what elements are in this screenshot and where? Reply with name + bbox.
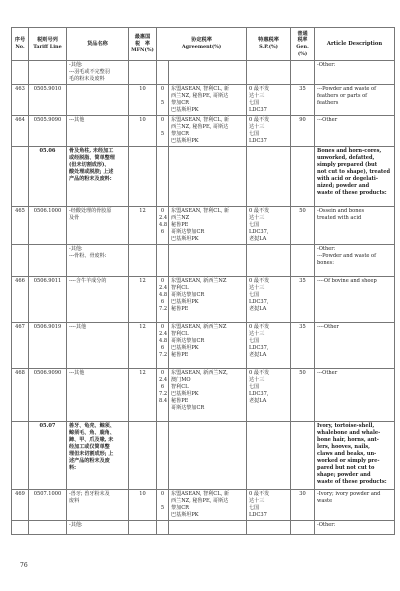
special-preference-rate-line: 达十三 — [249, 285, 265, 291]
article-description-line: -Other: — [317, 246, 336, 252]
special-preference-rate-line: 0 最不发 — [249, 86, 270, 92]
agreement-partners-line: 巴基斯坦PK — [171, 345, 199, 351]
tariff-line: 05.07 — [29, 422, 67, 490]
tariff-line: 0506.1000 — [29, 207, 67, 245]
agreement-partners-line: 西兰NZ, 秘鲁PE, 哥斯达 — [171, 498, 229, 504]
goods-name-line: 骨及角柱, 未经加工 — [69, 148, 114, 154]
agreement-rates-line: 7.2 — [159, 391, 168, 397]
article-description-line: -Ivory; ivory powder and — [317, 491, 381, 497]
special-preference-rate — [247, 521, 291, 535]
article-description-line: -Other: — [317, 522, 336, 528]
general-rate — [291, 422, 315, 490]
agreement-rates — [157, 422, 169, 490]
mfn-rate — [129, 422, 157, 490]
goods-name-line: -经酸处理的骨胶原 — [69, 208, 112, 214]
table-row — [12, 422, 395, 490]
table-row — [12, 85, 395, 116]
agreement-partners-line: 秘鲁PE — [171, 352, 189, 358]
agreement-rates-line: 4.8 — [159, 292, 168, 298]
special-preference-rate-line: 0 最不发 — [249, 278, 270, 284]
special-preference-rate-line: LDC37, — [249, 299, 269, 305]
article-description-line: ---Other — [317, 117, 338, 123]
row-number: 466 — [12, 277, 29, 323]
special-preference-rate-line: 0 最不发 — [249, 324, 270, 330]
article-description-line: ---Other — [317, 370, 338, 376]
goods-name — [67, 147, 129, 207]
agreement-partners-line: 东盟ASEAN, 智利CL, 新 — [171, 208, 229, 214]
goods-name-line: -其他: — [69, 522, 83, 528]
mfn-rate — [129, 147, 157, 207]
row-number — [12, 61, 29, 85]
table-row — [12, 323, 395, 369]
agreement-rates-line: 7.2 — [159, 352, 168, 358]
agreement-partners — [169, 61, 247, 85]
agreement-partners — [169, 116, 247, 147]
agreement-rates-line: 0 — [160, 370, 165, 376]
special-preference-rate-line: 达十三 — [249, 215, 265, 221]
special-preference-rate-line: LDC37, — [249, 229, 269, 235]
special-preference-rate — [247, 85, 291, 116]
row-number — [12, 245, 29, 277]
mfn-rate: 10 — [129, 490, 157, 521]
tariff-line: 05.06 — [29, 147, 67, 207]
special-preference-rate-line: LDC37 — [249, 138, 267, 144]
article-description — [315, 116, 395, 147]
agreement-rates-line: 2.4 — [159, 331, 168, 337]
agreement-rates — [157, 490, 169, 521]
agreement-rates-line: 4.8 — [159, 222, 168, 228]
agreement-rates — [157, 85, 169, 116]
agreement-partners-line: 哥斯达黎加CR — [171, 338, 205, 344]
goods-name — [67, 323, 129, 369]
goods-name-line: 废料 — [69, 498, 80, 504]
special-preference-rate-line: 0 最不发 — [249, 117, 270, 123]
mfn-rate: 12 — [129, 369, 157, 422]
agreement-partners-line: 东盟ASEAN, 新西兰NZ — [171, 324, 227, 330]
mfn-rate: 10 — [129, 116, 157, 147]
table-row — [12, 207, 395, 245]
agreement-rates-line: 4.8 — [159, 338, 168, 344]
special-preference-rate — [247, 245, 291, 277]
header-special-preference: 特惠税率 S.P.(%) — [247, 28, 291, 61]
agreement-partners-line: 东盟ASEAN, 智利CL, 新 — [171, 117, 229, 123]
article-description — [315, 61, 395, 85]
general-rate: 50 — [291, 207, 315, 245]
article-description — [315, 277, 395, 323]
agreement-rates-line: 5 — [160, 505, 165, 511]
special-preference-rate-line: LDC37, — [249, 345, 269, 351]
goods-name-line: 述产品的粉末及废 — [69, 458, 110, 464]
goods-name — [67, 490, 129, 521]
special-preference-rate-line: 达十三 — [249, 331, 265, 337]
special-preference-rate-line: 七国 — [249, 505, 260, 511]
general-rate — [291, 521, 315, 535]
table-row — [12, 490, 395, 521]
table-row — [12, 147, 395, 207]
agreement-rates-line: 2.4 — [159, 215, 168, 221]
article-description-line: nized; powder and — [317, 183, 370, 189]
special-preference-rate-line: 达十三 — [249, 377, 265, 383]
article-description-line: -Other: — [317, 62, 336, 68]
article-description-line: ----Other — [317, 324, 339, 330]
article-description — [315, 521, 395, 535]
agreement-rates — [157, 207, 169, 245]
goods-name-line: (但未切割成形)、 — [69, 162, 110, 168]
header-general: 普通 税率 Gen.(%) — [291, 28, 315, 61]
article-description-line: waste of these products: — [317, 190, 387, 196]
row-number — [12, 147, 29, 207]
mfn-rate: 12 — [129, 207, 157, 245]
row-number: 469 — [12, 490, 29, 521]
special-preference-rate-line: 老挝LA — [249, 398, 267, 404]
tariff-line — [29, 245, 67, 277]
general-rate: 30 — [291, 490, 315, 521]
row-number — [12, 521, 29, 535]
article-description-line: treated with acid — [317, 215, 362, 221]
goods-name — [67, 369, 129, 422]
header-mfn: 最惠国 税 率 MFN(%) — [129, 28, 157, 61]
article-description-line: bone hair, horns, ant- — [317, 437, 379, 443]
goods-name — [67, 207, 129, 245]
mfn-rate — [129, 245, 157, 277]
tariff-table — [11, 27, 395, 535]
goods-name-line: -其他: — [69, 62, 83, 68]
special-preference-rate-line: 0 最不发 — [249, 370, 270, 376]
agreement-partners-line: 巴基斯坦PK — [171, 236, 199, 242]
agreement-partners — [169, 521, 247, 535]
general-rate — [291, 61, 315, 85]
article-description-line: simply prepared (but — [317, 162, 378, 168]
article-description-line: -Ossein and bones — [317, 208, 365, 214]
row-number: 463 — [12, 85, 29, 116]
general-rate — [291, 147, 315, 207]
agreement-rates-line: 6 — [160, 299, 165, 305]
tariff-line: 0506.9019 — [29, 323, 67, 369]
table-row — [12, 116, 395, 147]
row-number: 464 — [12, 116, 29, 147]
special-preference-rate-line: 0 最不发 — [249, 491, 270, 497]
special-preference-rate-line: LDC37, — [249, 391, 269, 397]
agreement-partners-line: 智利CL — [171, 384, 189, 390]
goods-name — [67, 85, 129, 116]
general-rate: 50 — [291, 369, 315, 422]
agreement-partners — [169, 85, 247, 116]
goods-name-line: ---其他 — [69, 370, 85, 376]
article-description-line: lers, hooves, nails, — [317, 444, 370, 450]
special-preference-rate-line: 达十三 — [249, 93, 265, 99]
goods-name-line: 酸处理或脱胶; 上述 — [69, 169, 114, 175]
agreement-partners-line: 哥斯达黎加CR — [171, 405, 205, 411]
row-number: 467 — [12, 323, 29, 369]
agreement-partners-line: 西兰NZ, 秘鲁PE, 哥斯达 — [171, 124, 229, 130]
agreement-partners-line: 澳门MO — [171, 377, 191, 383]
row-number — [12, 422, 29, 490]
agreement-partners — [169, 323, 247, 369]
agreement-partners-line: 哥斯达黎加CR — [171, 229, 205, 235]
agreement-partners-line: 秘鲁PE — [171, 306, 189, 312]
article-description-line: unworked, defatted, — [317, 155, 375, 161]
article-description — [315, 422, 395, 490]
tariff-line: 0507.1000 — [29, 490, 67, 521]
general-rate: 35 — [291, 277, 315, 323]
tariff-line — [29, 521, 67, 535]
agreement-partners — [169, 207, 247, 245]
goods-name — [67, 245, 129, 277]
article-description — [315, 490, 395, 521]
agreement-rates-line — [159, 498, 166, 505]
agreement-rates — [157, 369, 169, 422]
agreement-partners — [169, 147, 247, 207]
agreement-rates-line: 2.4 — [159, 285, 168, 291]
table-header-row — [12, 28, 395, 61]
agreement-partners-line: 哥斯达黎加CR — [171, 292, 205, 298]
special-preference-rate — [247, 323, 291, 369]
agreement-partners-line: 巴基斯坦PK — [171, 107, 199, 113]
row-number: 468 — [12, 369, 29, 422]
general-rate: 35 — [291, 323, 315, 369]
general-rate: 35 — [291, 85, 315, 116]
article-description-line: ---Powder and waste of — [317, 253, 376, 259]
special-preference-rate-line: LDC37 — [249, 107, 267, 113]
header-goods-name: 货品名称 — [67, 28, 129, 61]
article-description-line: shape; powder and — [317, 472, 371, 478]
special-preference-rate-line: 达十三 — [249, 498, 265, 504]
agreement-partners-line: 西兰NZ — [171, 215, 190, 221]
special-preference-rate-line: 七国 — [249, 384, 260, 390]
agreement-partners-line: 东盟ASEAN, 智利CL, 新 — [171, 86, 229, 92]
tariff-line: 0505.9090 — [29, 116, 67, 147]
table-row — [12, 245, 395, 277]
article-description — [315, 147, 395, 207]
agreement-partners-line: 秘鲁PE — [171, 222, 189, 228]
article-description — [315, 245, 395, 277]
agreement-rates-line: 0 — [160, 491, 165, 497]
goods-name — [67, 521, 129, 535]
special-preference-rate-line: 老挝LA — [249, 352, 267, 358]
agreement-rates-line: 7.2 — [159, 306, 168, 312]
special-preference-rate-line: 老挝LA — [249, 306, 267, 312]
general-rate — [291, 245, 315, 277]
article-description-line: not cut to shape), treated — [317, 169, 391, 175]
special-preference-rate — [247, 369, 291, 422]
agreement-rates-line: 5 — [160, 100, 165, 106]
article-description — [315, 369, 395, 422]
agreement-rates — [157, 116, 169, 147]
special-preference-rate — [247, 147, 291, 207]
article-description-line: waste of these products: — [317, 479, 387, 485]
goods-name-line: 兽牙、龟壳、鲸须、 — [69, 423, 115, 429]
tariff-line: 0506.9090 — [29, 369, 67, 422]
table-row — [12, 61, 395, 85]
special-preference-rate — [247, 422, 291, 490]
agreement-partners-line: 智利CL — [171, 285, 189, 291]
goods-name-line: 理但未切割成形; 上 — [69, 451, 114, 457]
agreement-rates — [157, 147, 169, 207]
special-preference-rate-line: 老挝LA — [249, 236, 267, 242]
table-row — [12, 521, 395, 535]
goods-name-line: ----含牛羊成分的 — [69, 278, 107, 284]
special-preference-rate — [247, 116, 291, 147]
article-description — [315, 323, 395, 369]
agreement-partners — [169, 277, 247, 323]
article-description-line: whalebone and whale- — [317, 430, 381, 436]
header-article-description: Article Description — [315, 28, 395, 61]
goods-name-line: 或经脱脂、简单整理 — [69, 155, 115, 161]
agreement-rates-line: 8.4 — [159, 398, 168, 404]
table-row — [12, 277, 395, 323]
goods-name-line: ---骨粉、骨废料: — [69, 253, 107, 259]
special-preference-rate — [247, 490, 291, 521]
agreement-partners-line: 西兰NZ, 秘鲁PE, 哥斯达 — [171, 93, 229, 99]
agreement-partners-line: 东盟ASEAN, 智利CL, 新 — [171, 491, 229, 497]
page-number: 76 — [20, 562, 28, 569]
goods-name-line: 料: — [69, 465, 76, 471]
article-description-line: bones: — [317, 260, 334, 266]
goods-name-line: ---其他 — [69, 117, 85, 123]
article-description-line: feathers — [317, 100, 339, 106]
article-description-line: ---Powder and waste of — [317, 86, 376, 92]
article-description-line: ----Of bovine and sheep — [317, 278, 377, 284]
tariff-line — [29, 61, 67, 85]
tariff-line: 0505.9010 — [29, 85, 67, 116]
special-preference-rate-line: LDC37 — [249, 512, 267, 518]
special-preference-rate-line: 七国 — [249, 100, 260, 106]
agreement-partners-line: 巴基斯坦PK — [171, 138, 199, 144]
agreement-rates-line: 0 — [160, 324, 165, 330]
agreement-rates-line: 0 — [160, 117, 165, 123]
article-description-line: worked or simply pre- — [317, 458, 380, 464]
agreement-partners — [169, 490, 247, 521]
goods-name-line: 产品的粉末及废料: — [69, 176, 112, 182]
agreement-rates — [157, 245, 169, 277]
special-preference-rate-line: 0 最不发 — [249, 208, 270, 214]
agreement-rates-line: 6 — [160, 229, 165, 235]
agreement-rates — [157, 521, 169, 535]
special-preference-rate-line: 七国 — [249, 222, 260, 228]
article-description-line: pared but not cut to — [317, 465, 375, 471]
special-preference-rate — [247, 207, 291, 245]
goods-name — [67, 61, 129, 85]
mfn-rate: 10 — [129, 85, 157, 116]
agreement-rates-line: 6 — [160, 384, 165, 390]
agreement-partners — [169, 422, 247, 490]
special-preference-rate-line: 达十三 — [249, 124, 265, 130]
article-description-line: Ivory, tortoise-shell, — [317, 423, 375, 429]
agreement-rates — [157, 61, 169, 85]
goods-name-line: 毛的粉末及废料 — [69, 76, 105, 82]
special-preference-rate — [247, 61, 291, 85]
article-description — [315, 85, 395, 116]
agreement-partners-line: 黎加CR — [171, 505, 189, 511]
agreement-rates-line: 2.4 — [159, 377, 168, 383]
agreement-partners-line: 巴基斯坦PK — [171, 391, 199, 397]
special-preference-rate-line: 七国 — [249, 338, 260, 344]
agreement-rates-line: 6 — [160, 345, 165, 351]
agreement-rates — [157, 323, 169, 369]
goods-name-line: ----其他 — [69, 324, 87, 330]
agreement-rates-line: 5 — [160, 131, 165, 137]
table-row — [12, 369, 395, 422]
agreement-partners-line: 巴基斯坦PK — [171, 512, 199, 518]
agreement-partners — [169, 369, 247, 422]
header-agreement: 协定税率 Agreement(%) — [157, 28, 247, 61]
mfn-rate — [129, 521, 157, 535]
agreement-partners-line: 黎加CR — [171, 100, 189, 106]
special-preference-rate-line: 七国 — [249, 292, 260, 298]
goods-name-line: 鲸须毛、角、鹿角、 — [69, 430, 115, 436]
row-number: 465 — [12, 207, 29, 245]
agreement-partners-line: 秘鲁PE — [171, 398, 189, 404]
mfn-rate — [129, 61, 157, 85]
goods-name — [67, 277, 129, 323]
goods-name-line: -兽牙; 兽牙粉末及 — [69, 491, 110, 497]
agreement-rates-line — [159, 93, 166, 100]
article-description-line: Bones and horn-cores, — [317, 148, 382, 154]
agreement-partners-line: 东盟ASEAN, 新西兰NZ — [171, 278, 227, 284]
article-description — [315, 207, 395, 245]
agreement-rates-line: 0 — [160, 278, 165, 284]
agreement-rates-line: 0 — [160, 86, 165, 92]
tariff-line: 0506.9011 — [29, 277, 67, 323]
mfn-rate: 12 — [129, 277, 157, 323]
header-no: 序号 No. — [12, 28, 29, 61]
general-rate: 90 — [291, 116, 315, 147]
agreement-partners-line: 巴基斯坦PK — [171, 299, 199, 305]
article-description-line: feathers or parts of — [317, 93, 368, 99]
article-description-line: claws and beaks, un- — [317, 451, 377, 457]
agreement-rates-line — [159, 124, 166, 131]
agreement-rates-line: 0 — [160, 208, 165, 214]
agreement-rates — [157, 277, 169, 323]
agreement-partners-line: 智利CL — [171, 331, 189, 337]
header-tariff-line: 税则号列 Tariff Line — [29, 28, 67, 61]
agreement-partners-line: 东盟ASEAN, 新西兰NZ, — [171, 370, 228, 376]
goods-name-line: ---羽毛或不完整羽 — [69, 69, 110, 75]
agreement-partners-line: 黎加CR — [171, 131, 189, 137]
goods-name-line: 经加工或仅简单整 — [69, 444, 110, 450]
goods-name-line: -其他: — [69, 246, 83, 252]
article-description-line: waste — [317, 498, 333, 504]
goods-name — [67, 116, 129, 147]
goods-name — [67, 422, 129, 490]
mfn-rate: 12 — [129, 323, 157, 369]
special-preference-rate — [247, 277, 291, 323]
special-preference-rate-line: 七国 — [249, 131, 260, 137]
goods-name-line: 及骨 — [69, 215, 80, 221]
article-description-line: with acid or degelati- — [317, 176, 378, 182]
agreement-partners — [169, 245, 247, 277]
goods-name-line: 蹄、甲、爪及喙, 未 — [69, 437, 114, 443]
